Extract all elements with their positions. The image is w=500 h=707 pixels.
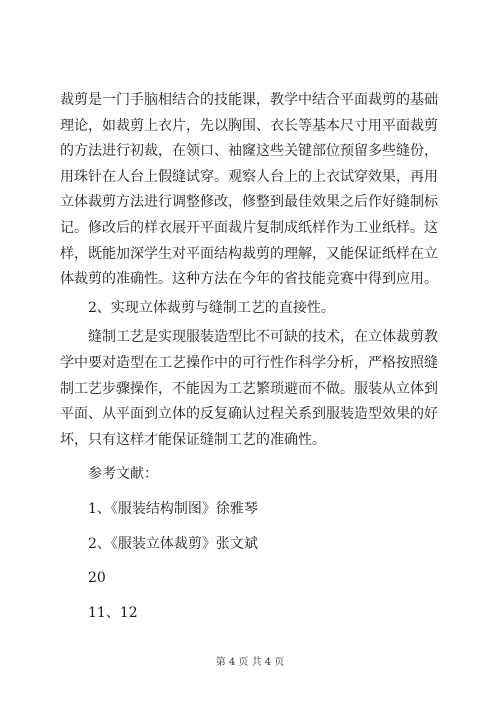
section-heading: 2、实现立体裁剪与缝制工艺的直接性。 [88,299,335,316]
reference-item: 2、《服装立体裁剪》张文斌 [88,535,258,552]
body-paragraph: 缝制工艺是实现服装造型比不可缺的技术，在立体裁剪教学中要对造型在工艺操作中的可行性作科学分析，严格按照缝制工艺步骤操作，不能因为工艺繁琐避而不做。服装从立体到平面、从平面到立体的反复确认过程关系到服装造型效果的好坏，只有这样才能保证缝制工艺的准确性。 [60,329,438,448]
body-paragraph: 裁剪是一门手脑相结合的技能课，教学中结合平面裁剪的基础理论，如裁剪上衣片，先以胸围、衣长等基本尺寸用平面裁剪的方法进行初裁，在领口、袖窿这些关键部位预留多些缝份，用珠针在人台上假缝试穿。观察人台上的上衣试穿效果，再用立体裁剪方法进行调整修改，修整到最佳效果之后作好缝制标记。修改后的样衣展开平面裁片复制成纸样作为工业纸样。这样，既能加深学生对平面结构裁剪的理解，又能保证纸样在立体裁剪的准确性。这种方法在今年的省技能竞赛中得到应用。 [60,92,438,288]
document-body [60,88,445,626]
references-list [60,497,445,626]
reference-item: 1、《服装结构制图》徐雅琴 [88,500,258,517]
references-heading: 参考文献： [88,466,158,483]
page-number-footer: 第 4 页 共 4 页 [215,657,285,668]
reference-item: 11、12 [88,604,138,621]
reference-item: 20 [88,570,106,587]
